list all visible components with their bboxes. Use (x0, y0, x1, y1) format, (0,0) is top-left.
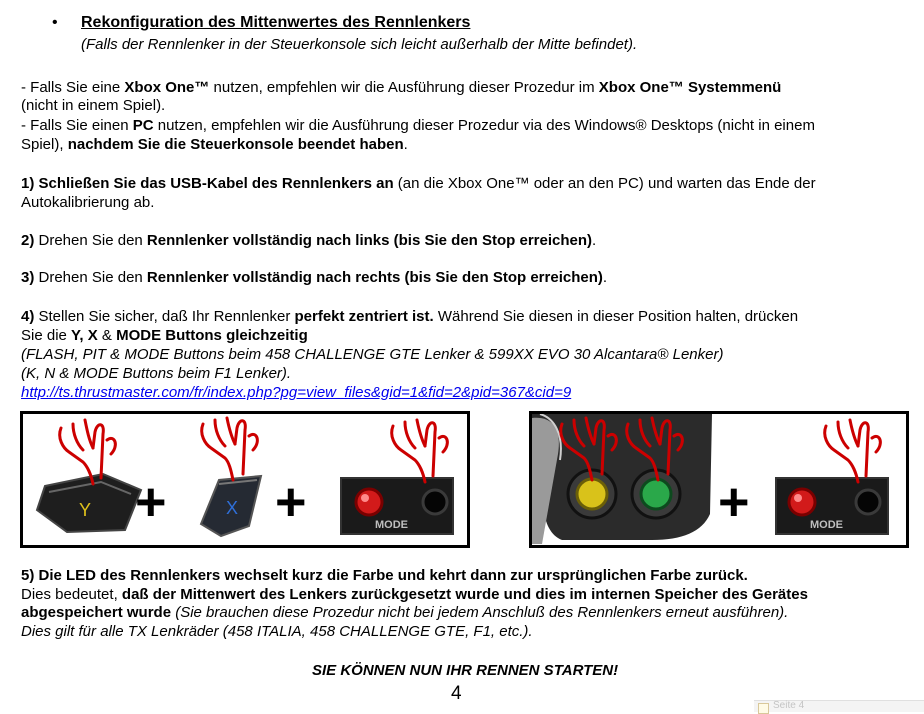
step-1-line1: 1) Schließen Sie das USB-Kabel des Rennlenkers an (an die Xbox One™ oder an den PC) und warten das Ende der (21, 175, 816, 192)
step-5-line4: Dies gilt für alle TX Lenkräder (458 ITALIA, 458 CHALLENGE GTE, F1, etc.). (21, 623, 533, 640)
xbox-paragraph-line2: (nicht in einem Spiel). (21, 97, 166, 114)
section-subtitle: (Falls der Rennlenker in der Steuerkonsole sich leicht außerhalb der Mitte befindet). (81, 36, 638, 53)
x-button-illustration (201, 476, 261, 536)
y-label: Y (79, 500, 92, 520)
pressing-hand-icon (392, 420, 448, 482)
page-indicator-label: Seite 4 (773, 700, 805, 711)
closing-statement: SIE KÖNNEN NUN IHR RENNEN STARTEN! (312, 662, 619, 679)
y-button-illustration (37, 474, 141, 532)
mode-button-illustration (341, 478, 453, 534)
figure-left-panel (20, 411, 470, 548)
wheel-hub-illustration (532, 414, 712, 544)
figure-right-panel (529, 411, 909, 548)
pressing-hand-icon (202, 418, 258, 480)
pc-paragraph-line1: - Falls Sie einen PC nutzen, empfehlen wir die Ausführung dieser Prozedur via des Windows® Desktops (nicht in einem (21, 117, 815, 134)
step-4-note-challenge: (FLASH, PIT & MODE Buttons beim 458 CHALLENGE GTE Lenker & 599XX EVO 30 Alcantara® Lenker) (21, 346, 724, 363)
bullet: • (52, 14, 58, 31)
plus-sign: + (718, 472, 750, 532)
step-4-line2: Sie die Y, X & MODE Buttons gleichzeitig (21, 327, 308, 344)
plus-sign: + (275, 472, 307, 532)
step-2: 2) Drehen Sie den Rennlenker vollständig nach links (bis Sie den Stop erreichen). (21, 232, 597, 249)
mode-label: MODE (375, 519, 408, 531)
section-title: Rekonfiguration des Mittenwertes des Rennlenkers (81, 14, 471, 31)
page-icon (758, 703, 769, 714)
figure-right-drawing (532, 414, 906, 545)
figure-left-drawing (23, 414, 467, 545)
step-3: 3) Drehen Sie den Rennlenker vollständig nach rechts (bis Sie den Stop erreichen). (21, 269, 608, 286)
step-5-line3: abgespeichert wurde (Sie brauchen diese Prozedur nicht bei jedem Anschluß des Rennlenkers erneut ausführen). (21, 604, 789, 621)
plus-sign: + (135, 472, 167, 532)
step-5-line2: Dies bedeutet, daß der Mittenwert des Lenkers zurückgesetzt wurde und dies im internen Speicher des Gerätes (21, 586, 808, 603)
support-link[interactable]: http://ts.thrustmaster.com/fr/index.php?pg=view_files&gid=1&fid=2&pid=367&cid=9 (21, 384, 572, 401)
page-indicator-tab[interactable] (754, 700, 924, 712)
page-number: 4 (451, 683, 462, 704)
step-5-line1: 5) Die LED des Rennlenkers wechselt kurz die Farbe und kehrt dann zur ursprünglichen Farbe zurück. (21, 567, 748, 584)
step-1-line2: Autokalibrierung ab. (21, 194, 155, 211)
pc-paragraph-line2: Spiel), nachdem Sie die Steuerkonsole beendet haben. (21, 136, 408, 153)
xbox-paragraph-line1: - Falls Sie eine Xbox One™ nutzen, empfehlen wir die Ausführung dieser Prozedur im Xbox One™ Systemmenü (21, 79, 782, 96)
x-label: X (226, 498, 239, 518)
pressing-hand-icon (60, 420, 116, 484)
mode-label: MODE (810, 519, 843, 531)
step-4-note-f1: (K, N & MODE Buttons beim F1 Lenker). (21, 365, 292, 382)
mode-button-illustration (776, 478, 888, 534)
pressing-hand-icon (825, 420, 881, 482)
step-4-line1: 4) Stellen Sie sicher, daß Ihr Rennlenker perfekt zentriert ist. Während Sie diesen in dieser Position halten, drücken (21, 308, 799, 325)
